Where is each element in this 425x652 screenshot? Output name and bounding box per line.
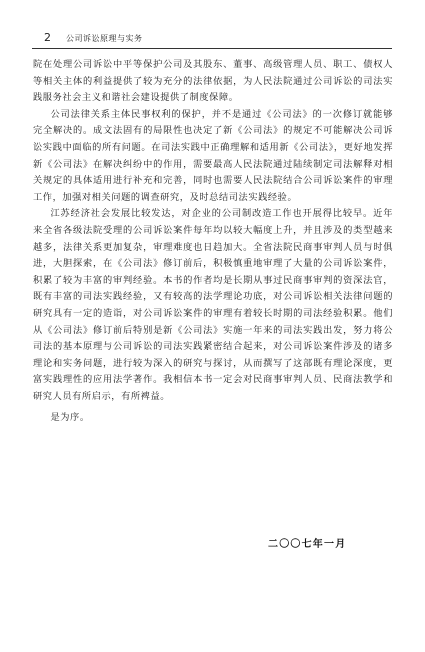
paragraph: 江苏经济社会发展比较发达，对企业的公司制改造工作也开展得比较早。近年来全省各级法院受理的公司诉讼案件每年均以较大幅度上升，并且涉及的类型越来越多，法律关系更加复杂，审理难度也日趋加大。全省法院民商事审判人员与时俱进，大胆探索，在《公司法》修订前后，积极慎重地审理了大量的公司诉讼案件，积累了较为丰富的审判经验。本书的作者均是长期从事过民商事审判的资深法官，既有丰富的司法实践经验，又有较高的法学理论功底，对公司诉讼相关法律问题的研究具有一定的造诣，对公司诉讼案件的审理有着较长时期的司法经验积累。他们从《公司法》修订前后特别是新《公司法》实施一年来的司法实践出发，努力将公司法的基本原理与公司诉讼的司法实践紧密结合起来，对公司诉讼案件涉及的诸多理论和实务问题，进行较为深入的研究与探讨，从而撰写了这部既有理论深度，更富实践理性的应用法学著作。我相信本书一定会对民商事审判人员、民商法教学和研究人员有所启示，有所裨益。 xyxy=(33,208,393,402)
paragraph: 公司法律关系主体民事权利的保护，并不是通过《公司法》的一次修订就能够完全解决的。成文法固有的局限性也决定了新《公司法》的规定不可能解决公司诉讼实践中面临的所有问题。在司法实践中正确理解和适用新《公司法》，更好地发挥新《公司法》在解决纠纷中的作用，需要最高人民法院通过陆续制定司法解释对相关规定的具体适用进行补充和完善，同时也需要人民法院结合公司诉讼案件的审理工作，加强对相关问题的调查研究，及时总结司法实践经验。 xyxy=(33,108,393,203)
page-header xyxy=(32,28,392,49)
closing-line: 是为序。 xyxy=(50,412,90,424)
signature-date: 二〇〇七年一月 xyxy=(268,539,347,550)
paragraph: 院在处理公司诉讼中平等保护公司及其股东、董事、高级管理人员、职工、债权人等相关主体的利益提供了较为充分的法律依据，为人民法院通过公司诉讼的司法实践服务社会主义和谐社会建设提供了制度保障。 xyxy=(33,59,393,104)
page-number: 2 xyxy=(44,31,51,44)
body-text xyxy=(33,57,393,427)
running-title: 公司诉讼原理与实务 xyxy=(66,34,143,43)
